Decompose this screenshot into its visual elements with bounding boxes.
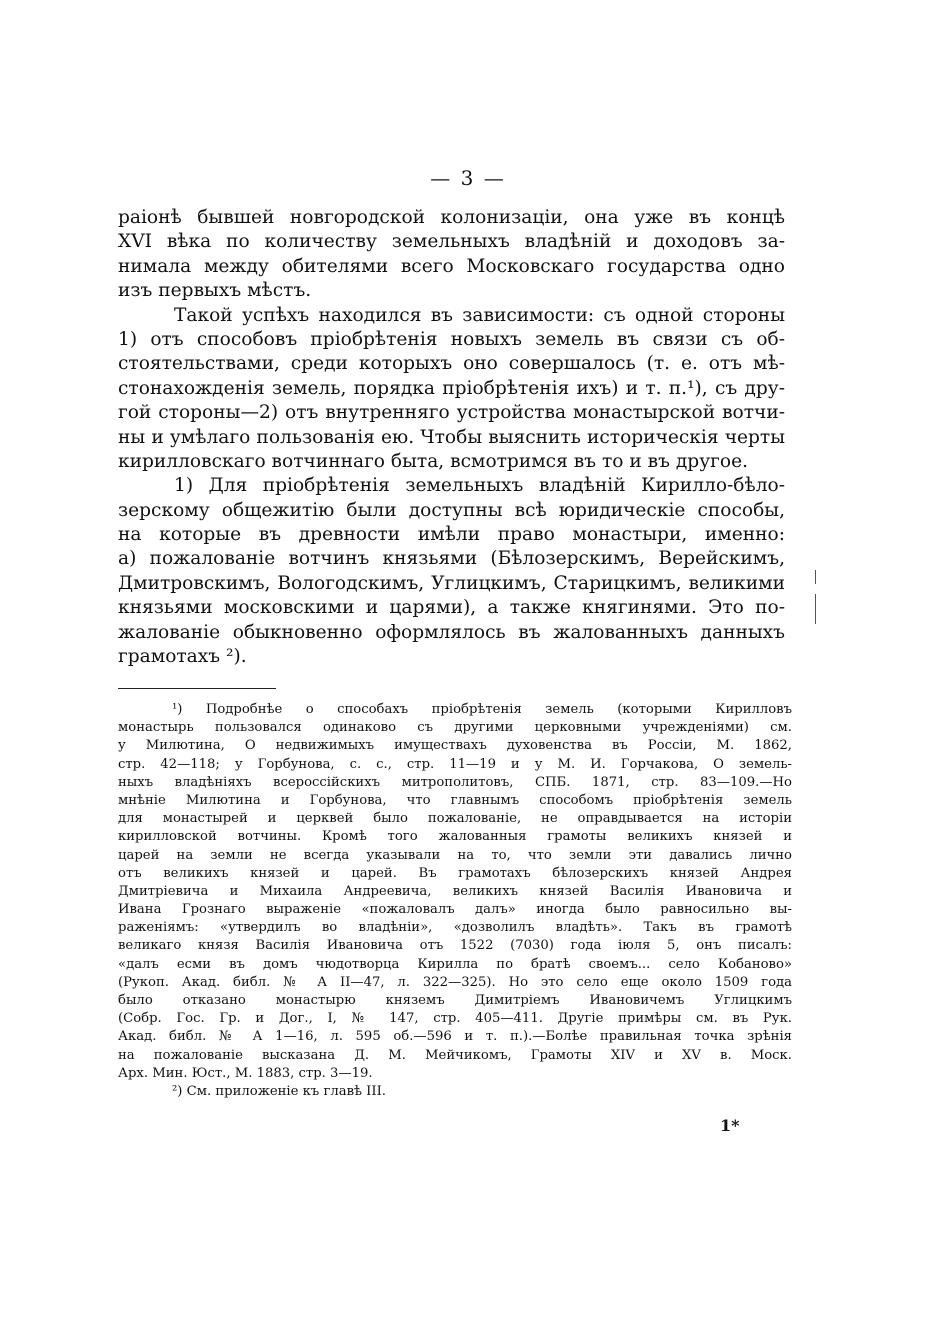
page-number: — 3 — [430,166,506,190]
text-line: нимала между обителями всего Московскаго государства одно [118,255,785,277]
footnote-line: Арх. Мин. Юст., М. 1883, стр. 3—19. [118,1065,373,1081]
signature-mark: 1* [720,1116,740,1135]
footnote-line: у Милютина, О недвижимыхъ имуществахъ духовенства въ Россіи, М. 1862, [118,738,792,754]
text-line: а) пожалованіе вотчинъ князьями (Бѣлозерскимъ, Верейскимъ, [118,548,785,570]
text-line: стоятельствами, среди которыхъ оно совершалось (т. е. отъ мѣ- [118,353,785,375]
footnote-line: отъ великихъ князей и царей. Въ грамотахъ бѣлозерскихъ князей Андрея [118,865,792,881]
footnote-line: для монастырей и церквей было пожалованіе, не оправдывается на исторіи [118,811,792,827]
text-line: Такой успѣхъ находился въ зависимости: съ одной стороны [174,304,785,326]
text-line: стонахожденія земель, порядка пріобрѣтенія ихъ) и т. п.¹), съ дру- [118,377,785,399]
margin-mark [815,570,816,584]
margin-mark [815,594,816,624]
text-line: 1) Для пріобрѣтенія земельныхъ владѣній Кирилло-бѣло- [174,475,785,497]
text-line: князьями московскими и царями), а также княгинями. Это по- [118,597,785,619]
footnote-line: Акад. библ. № А 1—16, л. 595 об.—596 и т. п.).—Болѣе правильная точка зрѣнія [118,1029,792,1045]
text-line: XVI вѣка по количеству земельныхъ владѣній и доходовъ за- [118,231,785,253]
text-line: раіонѣ бывшей новгородской колонизаціи, она уже въ концѣ [118,207,785,228]
footnote-line: ¹) Подробнѣе о способахъ пріобрѣтенія земель (которыми Кирилловъ [172,702,792,717]
text-line: гой стороны—2) отъ внутренняго устройства монастырской вотчи- [118,402,785,424]
footnote-line: «далъ есми въ домъ чюдотворца Кирилла по братѣ своемъ... село Кобаново» [118,956,792,972]
text-line: кирилловскаго вотчиннаго быта, всмотримся въ то и въ другое. [118,450,748,472]
footnote-line: монастырь пользовался одинаково съ другими церковными учрежденіями) см. [118,720,792,736]
footnote-line: (Рукоп. Акад. библ. № А II—47, л. 322—325). Но это село еще около 1509 года [118,974,792,990]
footnote-line: царей на земли не всегда указывали на то, что земли эти давались лично [118,847,792,863]
footnote-line: (Собр. Гос. Гр. и Дог., I, № 147, стр. 405—411. Другіе примѣры см. въ Рук. [118,1011,792,1027]
text-line: на которые въ древности имѣли право монастыри, именно: [118,524,785,546]
footnote-line: ²) См. приложеніе къ главѣ III. [172,1083,386,1099]
footnote-line: раженіямъ: «утвердилъ во владѣніи», «дозволилъ владѣть». Такъ въ грамотѣ [118,920,792,936]
footnote-line: было отказано монастырю княземъ Димитріемъ Ивановичемъ Углицкимъ [118,993,792,1008]
text-line: Дмитровскимъ, Вологодскимъ, Углицкимъ, Старицкимъ, великими [118,572,785,594]
footnote-line: Ивана Грознаго выраженіе «пожаловалъ далъ» иногда было равносильно вы- [118,902,792,918]
text-line: грамотахъ ²). [118,646,247,668]
main-text [118,206,785,669]
text-line: изъ первыхъ мѣстъ. [118,280,312,302]
text-line: жалованіе обыкновенно оформлялось въ жалованныхъ данныхъ [118,621,785,643]
footnote-line: кирилловской вотчины. Кромѣ того жалованныя грамоты великихъ князей и [118,829,792,845]
footnote-line: на пожалованіе высказана Д. М. Мейчикомъ, Грамоты XIV и XV в. Моск. [118,1047,792,1063]
footnote-line: великаго князя Василія Ивановича отъ 1522 (7030) года іюля 5, онъ писалъ: [118,938,792,954]
footnote-divider [118,688,276,689]
footnote-line: стр. 42—118; у Горбунова, с. с., стр. 11—19 и у М. И. Горчакова, О земель- [118,756,792,772]
text-line: ны и умѣлаго пользованія ею. Чтобы выяснить историческія черты [118,426,785,448]
footnotes [118,701,792,1101]
footnote-line: Дмитріевича и Михаила Андреевича, великихъ князей Василія Ивановича и [118,883,792,899]
text-line: 1) отъ способовъ пріобрѣтенія новыхъ земель въ связи съ об- [118,328,785,350]
footnote-line: мнѣніе Милютина и Горбунова, что главнымъ способомъ пріобрѣтенія земель [118,792,792,808]
footnote-line: ныхъ владѣніяхъ всероссійскихъ митрополитовъ, СПБ. 1871, стр. 83—109.—Но [118,774,792,790]
text-line: зерскому общежитію были доступны всѣ юридическіе способы, [118,499,785,521]
